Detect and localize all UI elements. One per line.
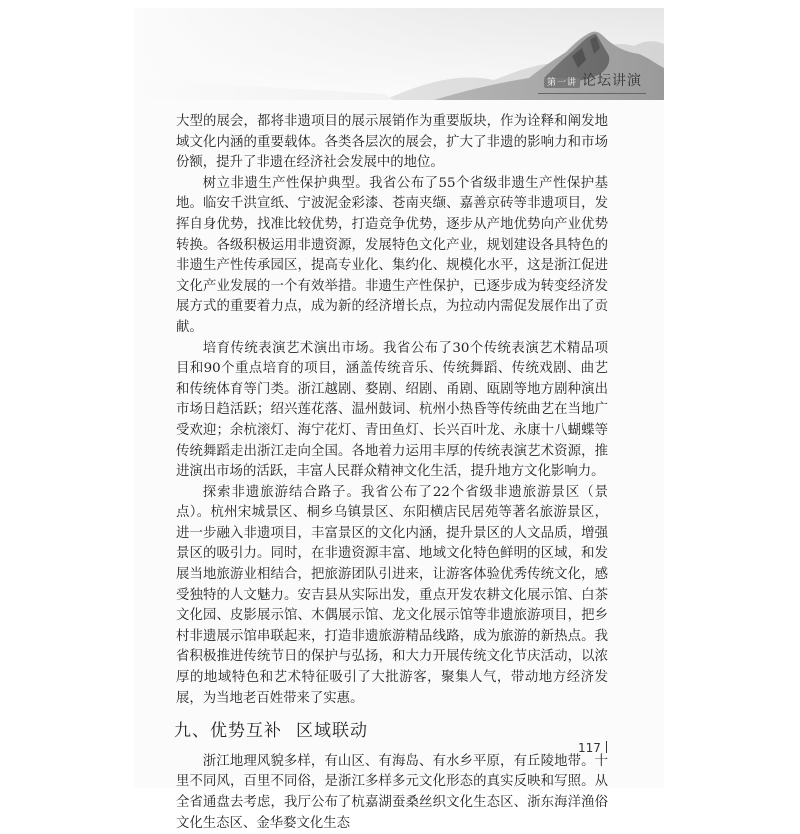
section-tag-rule [538,93,646,94]
paragraph: 探索非遗旅游结合路子。我省公布了22个省级非遗旅游景区（景点）。杭州宋城景区、桐乡乌镇景区、东阳横店民居苑等著名旅游景区，进一步融入非遗项目，丰富景区的文化内涵，提升景区的人文品质，增强景区的吸引力。同时，在非遗资源丰富、地域文化特色鲜明的区域，和发展当地旅游业相结合，把旅游团队引进来，让游客体验优秀传统文化，感受独特的人文魅力。安吉县从实际出发，重点开发农耕文化展示馆、白茶文化园、皮影展示馆、木偶展示馆、龙文化展示馆等非遗旅游项目，把乡村非遗展示馆串联起来，打造非遗旅游精品线路，成为旅游的新热点。我省积极推进传统节日的保护与弘扬，和大力开展传统文化节庆活动，以浓厚的地域特色和艺术特征吸引了大批游客，聚集人气，带动地方经济发展，为当地老百姓带来了实惠。 [176,484,608,706]
book-page [134,8,664,831]
section-heading-part2: 区域联动 [296,721,368,742]
paragraph: 树立非遗生产性保护典型。我省公布了55个省级非遗生产性保护基地。临安千洪宣纸、宁波泥金彩漆、苍南夹缬、嘉善京砖等非遗项目，发挥自身优势，找准比较优势，打造竞争优势，逐步从产地优势向产业优势转换。各级积极运用非遗资源，发展特色文化产业，规划建设各具特色的非遗生产性传承园区，提高专业化、集约化、规模化水平，这是浙江促进文化产业发展的一个有效举措。非遗生产性保护，已逐步成为转变经济发展方式的重要着力点，成为新的经济增长点，为拉动内需促发展作出了贡献。 [176,175,608,335]
section-title: 论坛讲演 [582,73,642,89]
page-number-text: 117 [578,741,601,755]
page-number-rule [606,741,607,753]
paragraph: 大型的展会，都将非遗项目的展示展销作为重要版块，作为诠释和阐发地域文化内涵的重要载体。各类各层次的展会，扩大了非遗的影响力和市场份额，提升了非遗在经济社会发展中的地位。 [176,114,608,171]
section-tag [544,70,642,90]
ink-landscape-banner [134,8,664,100]
section-heading [174,721,608,742]
page-number [578,741,607,755]
paragraph: 培育传统表演艺术演出市场。我省公布了30个传统表演艺术精品项目和90个重点培育的项目，涵盖传统音乐、传统舞蹈、传统戏剧、曲艺和传统体育等门类。浙江越剧、婺剧、绍剧、甬剧、瓯剧等地方剧种演出市场日趋活跃；绍兴莲花落、温州鼓词、杭州小热昏等传统曲艺在当地广受欢迎；余杭滚灯、海宁花灯、青田鱼灯、长兴百叶龙、永康十八蝴蝶等传统舞蹈走出浙江走向全国。各地着力运用丰厚的传统表演艺术资源，推进演出市场的活跃，丰富人民群众精神文化生活，提升地方文化影响力。 [176,340,608,480]
paragraph: 浙江地理风貌多样，有山区、有海岛、有水乡平原，有丘陵地带。十里不同风，百里不同俗，是浙江多样多元文化形态的真实反映和写照。从全省通盘去考虑，我厅公布了杭嘉湖蚕桑丝织文化生态区、浙东海洋渔俗文化生态区、金华婺文化生态 [176,753,608,831]
section-heading-part1: 九、优势互补 [174,721,282,742]
section-badge: 第一讲 [544,78,580,88]
body-text [176,112,608,834]
